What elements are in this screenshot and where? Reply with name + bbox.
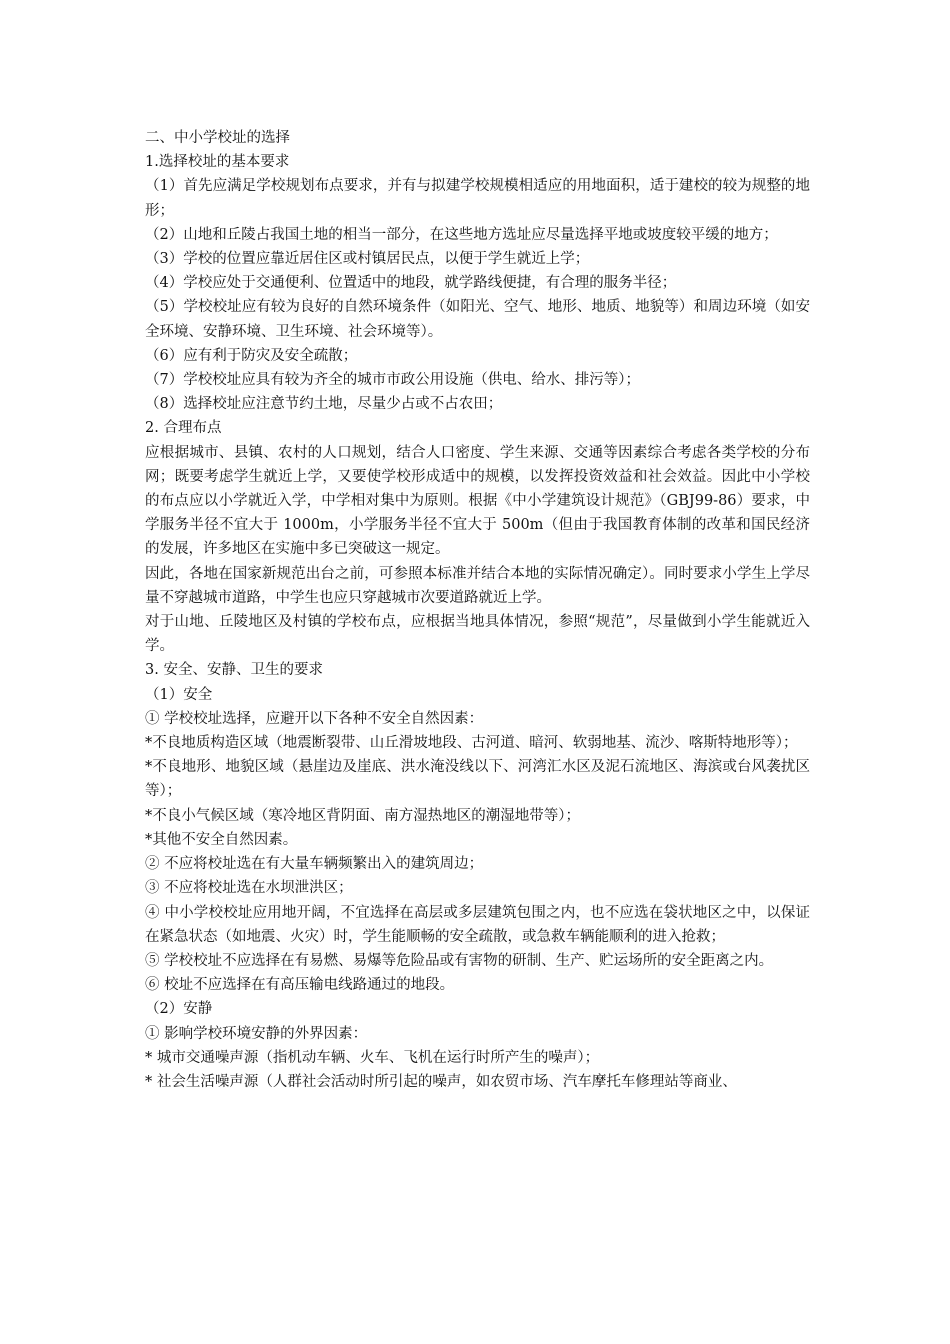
- paragraph: （1）首先应满足学校规划布点要求，并有与拟建学校规模相适应的用地面积，适于建校的较为规整的地形；: [145, 178, 810, 219]
- paragraph: （6）应有利于防灾及安全疏散；: [145, 347, 358, 364]
- paragraph: ④ 中小学校校址应用地开阔，不宜选择在高层或多层建筑包围之内，也不应选在袋状地区之中，以保证在紧急状态（如地震、火灾）时，学生能顺畅的安全疏散，或急救车辆能顺利的进入抢救；: [145, 904, 810, 945]
- paragraph: ③ 不应将校址选在水坝泄洪区；: [145, 880, 353, 897]
- paragraph: ② 不应将校址选在有大量车辆频繁出入的建筑周边；: [145, 856, 484, 873]
- paragraph: * 社会生活噪声源（人群社会活动时所引起的噪声，如农贸市场、汽车摩托车修理站等商业、: [145, 1073, 737, 1090]
- paragraph: （1）安全: [145, 686, 213, 703]
- subsection-heading: 3. 安全、安静、卫生的要求: [145, 662, 323, 679]
- paragraph: 对于山地、丘陵地区及村镇的学校布点，应根据当地具体情况，参照“规范”，尽量做到小学生能就近入学。: [145, 614, 810, 655]
- section-heading: 二、中小学校址的选择: [145, 130, 290, 146]
- paragraph: （4）学校应处于交通便利、位置适中的地段，就学路线便捷，有合理的服务半径；: [145, 275, 677, 292]
- subsection-heading: 2. 合理布点: [145, 420, 222, 437]
- paragraph: *不良地形、地貌区域（悬崖边及崖底、洪水淹没线以下、河湾汇水区及泥石流地区、海滨或台风袭扰区等）；: [145, 759, 810, 800]
- paragraph: *其他不安全自然因素。: [145, 831, 298, 848]
- paragraph: 应根据城市、县镇、农村的人口规划，结合人口密度、学生来源、交通等因素综合考虑各类学校的分布网；既要考虑学生就近上学，又要使学校形成适中的规模，以发挥投资效益和社会效益。因此中小学校的布点应以小学就近入学，中学相对集中为原则。根据《中小学建筑设计规范》（GBJ99-86）要求，中学服务半径不宜大于 1000m，小学服务半径不宜大于 500m（但由于我国教育体制的改革和国民经济的发展，许多地区在实施中多已突破这一规定。: [145, 444, 810, 558]
- paragraph: ⑤ 学校校址不应选择在有易燃、易爆等危险品或有害物的研制、生产、贮运场所的安全距离之内。: [145, 952, 774, 969]
- paragraph: ① 影响学校环境安静的外界因素：: [145, 1025, 368, 1042]
- paragraph: ⑥ 校址不应选择在有高压输电线路通过的地段。: [145, 977, 455, 994]
- paragraph: 因此，各地在国家新规范出台之前，可参照本标准并结合本地的实际情况确定）。同时要求小学生上学尽量不穿越城市道路，中学生也应只穿越城市次要道路就近上学。: [145, 565, 810, 606]
- paragraph: （2）安静: [145, 1001, 213, 1018]
- paragraph: ① 学校校址选择，应避开以下各种不安全自然因素：: [145, 710, 484, 727]
- paragraph: * 城市交通噪声源（指机动车辆、火车、飞机在运行时所产生的噪声）；: [145, 1049, 600, 1066]
- document-page: [145, 126, 810, 1094]
- paragraph: （7）学校校址应具有较为齐全的城市市政公用设施（供电、给水、排污等）；: [145, 372, 640, 389]
- subsection-heading: 1.选择校址的基本要求: [145, 154, 290, 171]
- paragraph: *不良地质构造区域（地震断裂带、山丘滑坡地段、古河道、暗河、软弱地基、流沙、喀斯特地形等）；: [145, 735, 798, 752]
- paragraph: *不良小气候区域（寒冷地区背阴面、南方湿热地区的潮湿地带等）；: [145, 807, 580, 824]
- paragraph: （2）山地和丘陵占我国土地的相当一部分，在这些地方选址应尽量选择平地或坡度较平缓的地方；: [145, 226, 778, 243]
- paragraph: （5）学校校址应有较为良好的自然环境条件（如阳光、空气、地形、地质、地貌等）和周边环境（如安全环境、安静环境、卫生环境、社会环境等）。: [145, 299, 810, 340]
- paragraph: （8）选择校址应注意节约土地，尽量少占或不占农田；: [145, 396, 503, 413]
- paragraph: （3）学校的位置应靠近居住区或村镇居民点，以便于学生就近上学；: [145, 251, 590, 268]
